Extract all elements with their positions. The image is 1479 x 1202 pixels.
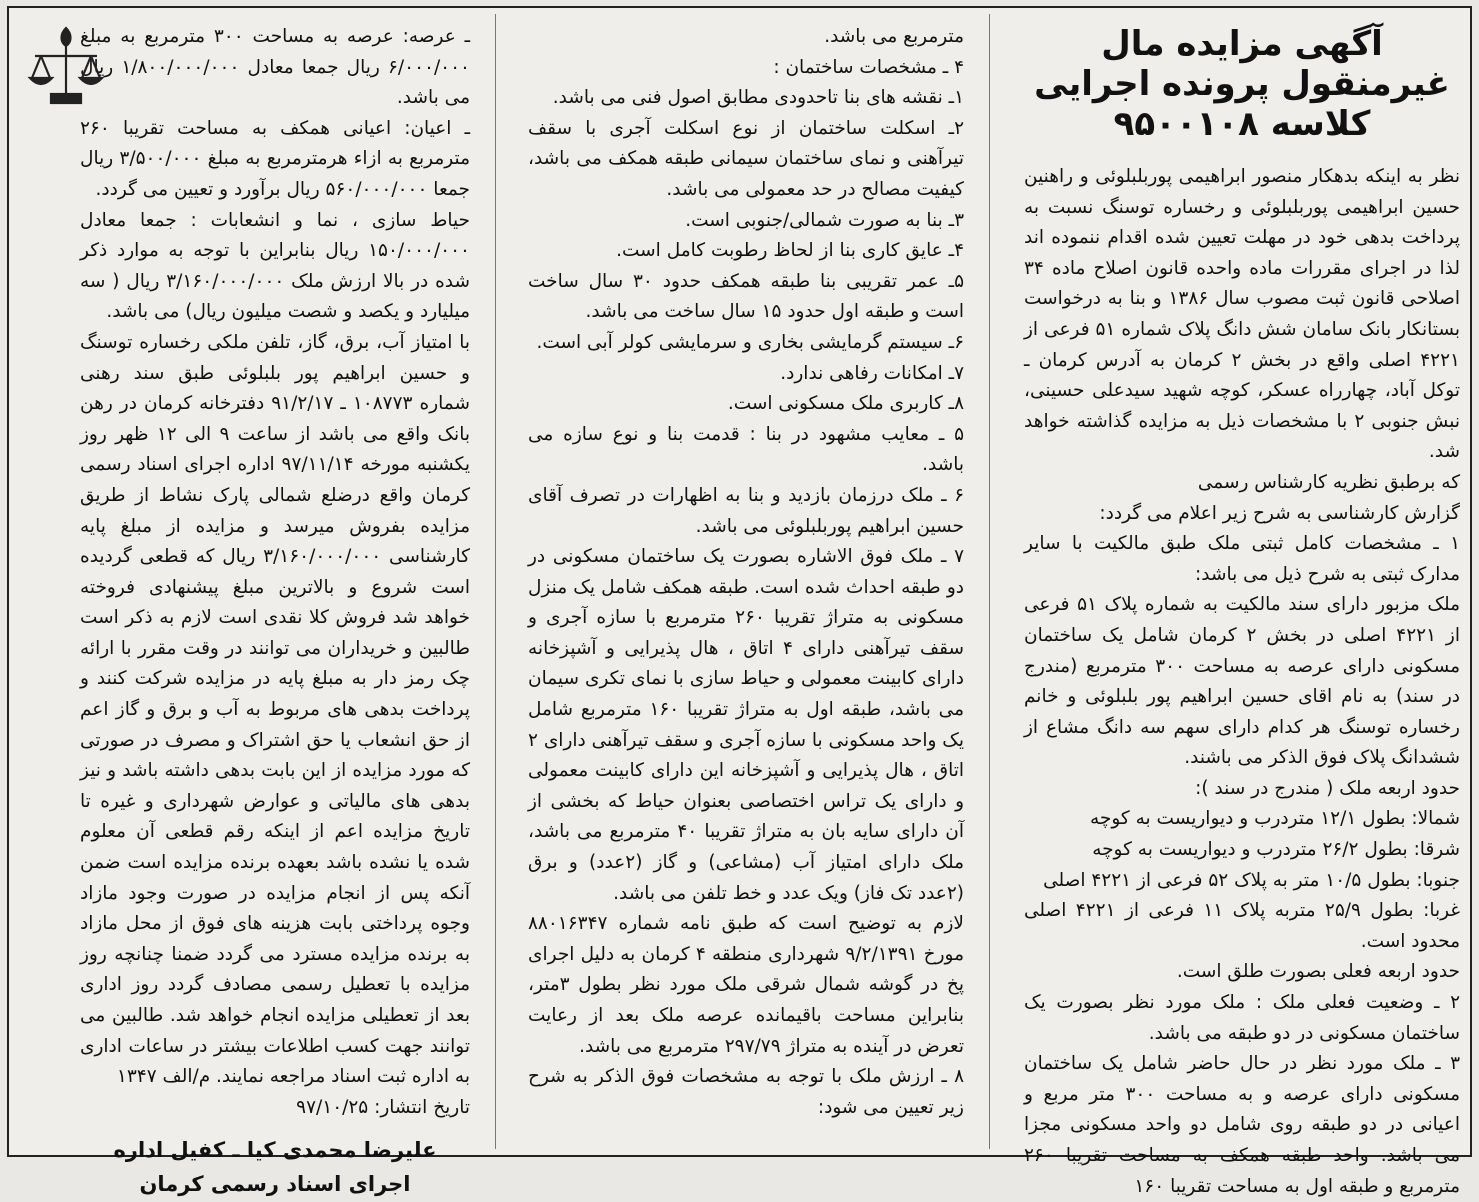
boundary-south: جنوبا: بطول ۱۰/۵ متر به پلاک ۵۲ فرعی از ۴۲۲۱ اصلی <box>1043 869 1460 891</box>
auction-notice-page <box>7 6 1472 1197</box>
notice-column-2 <box>528 22 964 1149</box>
notice-column-1 <box>1024 14 1461 1197</box>
paragraph: ۸ـ کاربری ملک مسکونی است. <box>727 393 964 415</box>
paragraph: که برطبق نظریه کارشناس رسمی <box>1197 471 1460 493</box>
paragraph: ۵ـ عمر تقریبی بنا طبقه همکف حدود ۳۰ سال ساخت است و طبقه اول حدود ۱۵ سال ساخت می باشد. <box>528 270 964 323</box>
paragraph: ۲ ـ وضعیت فعلی ملک : ملک مورد نظر بصورت یک ساختمان مسکونی در دو طبقه می باشد. <box>1024 992 1460 1044</box>
paragraph: ۲ـ اسکلت ساختمان از نوع اسکلت آجری با سقف تیرآهنی و نمای ساختمان سیمانی طبقه همکف می باشد، کیفیت مصالح در حد معمولی می باشد. <box>528 117 964 200</box>
boundary-north: شمالا: بطول ۱۲/۱ متردرب و دیواریست به کوچه <box>1090 808 1460 830</box>
notice-column-3 <box>80 22 471 1197</box>
paragraph: لازم به توضیح است که طبق نامه شماره ۸۸۰۱۶۳۴۷ مورخ ۹/۲/۱۳۹۱ شهرداری منطقه ۴ کرمان به دلیل اجرای پخ در گوشه شمال شرقی ملک مورد نظر بطول ۳متر، بنابراین مساحت باقیمانده عرصه ملک بعد از رعایت تعرض در آینده به متراژ ۲۹۷/۷۹ مترمربع می باشد. <box>528 913 964 1057</box>
paragraph: ۱ـ نقشه های بنا تاحدودی مطابق اصول فنی می باشد. <box>552 87 964 109</box>
paragraph: ۷ـ امکانات رفاهی ندارد. <box>780 362 964 384</box>
boundary-west: غربا: بطول ۲۵/۹ متربه پلاک ۱۱ فرعی از ۴۲۲۱ اصلی محدود است. <box>1024 900 1460 952</box>
paragraph: ـ اعیان: اعیانی همکف به مساحت تقریبا ۲۶۰ مترمربع به ازاء هرمترمربع به مبلغ ۳/۵۰۰/۰۰۰ ریال جمعا ۵۶۰/۰۰۰/۰۰۰ ریال برآورد و تعیین می گردد. <box>80 117 470 200</box>
paragraph: نظر به اینکه بدهکار منصور ابراهیمی پوربلبلوئی و راهنین حسین ابراهیمی پوربلبلوئی و رخساره توسنگ نسبت به پرداخت بدهی خود در مهلت تعیین شده اقدام ننموده اند لذا در اجرای مقررات ماده واحده قانون اصلاح ماده ۳۴ اصلاحی قانون ثبت مصوب سال ۱۳۸۶ و بنا به درخواست بستانکار بانک سامان شش دانگ پلاک شماره ۵۱ فرعی از ۴۲۲۱ اصلی واقع در بخش ۲ کرمان به آدرس کرمان ـ توکل آباد، چهارراه عسکر، کوچه شهید سیدعلی حسینی، نبش جنوبی ۲ با مشخصات ذیل به مزایده گذاشته خواهد شد. <box>1024 166 1460 463</box>
column-divider <box>989 14 990 1149</box>
paragraph: حدود اربعه فعلی بصورت طلق است. <box>1176 961 1460 983</box>
paragraph: حیاط سازی ، نما و انشعابات : جمعا معادل ۱۵۰/۰۰۰/۰۰۰ ریال بنابراین با توجه به موارد ذکر شده در بالا ارزش ملک ۳/۱۶۰/۰۰۰/۰۰۰ ریال ( سه میلیارد و یکصد و شصت میلیون ریال) می باشد. <box>80 209 470 323</box>
paragraph: ۴ ـ مشخصات ساختمان : <box>773 56 964 78</box>
paragraph: ۵ ـ معایب مشهود در بنا : قدمت بنا و نوع سازه می باشد. <box>528 423 964 476</box>
paragraph: ۸ ـ ارزش ملک با توجه به مشخصات فوق الذکر به شرح زیر تعیین می شود: <box>528 1066 964 1118</box>
boundary-east: شرقا: بطول ۲۶/۲ متردرب و دیواریست به کوچه <box>1092 839 1460 861</box>
paragraph: ۴ـ عایق کاری بنا از لحاظ رطوبت کامل است. <box>616 240 964 262</box>
paragraph: حدود اربعه ملک ( مندرج در سند ): <box>1195 777 1460 799</box>
paragraph: گزارش کارشناسی به شرح زیر اعلام می گردد: <box>1099 502 1460 524</box>
notice-title <box>1024 24 1460 144</box>
signature: علیرضا محمدی کیا ـ کفیل اداره اجرای اسناد رسمی کرمان <box>113 1138 437 1197</box>
paragraph: ـ عرصه: عرصه به مساحت ۳۰۰ مترمربع به مبلغ ۶/۰۰۰/۰۰۰ ریال جمعا معادل ۱/۸۰۰/۰۰۰/۰۰۰ ریال می باشد. <box>80 26 471 109</box>
column-divider <box>495 14 496 1149</box>
publish-date: تاریخ انتشار: ۹۷/۱۰/۲۵ <box>296 1096 470 1118</box>
paragraph: با امتیاز آب، برق، گاز، تلفن ملکی رخساره توسنگ و حسین ابراهیم پور بلبلوئی طبق سند رهنی شماره ۱۰۸۷۷۳ ـ ۹۱/۲/۱۷ دفترخانه کرمان در رهن بانک واقع می باشد از ساعت ۹ الی ۱۲ ظهر روز یکشنبه مورخه ۹۷/۱۱/۱۴ اداره اجرای اسناد رسمی کرمان واقع درضلع شمالی پارک نشاط از طریق مزایده بفروش میرسد و مزایده از مبلغ پایه کارشناسی ۳/۱۶۰/۰۰۰/۰۰۰ ریال که قطعی گردیده است شروع و بالاترین مبلغ پیشنهادی فروخته خواهد شد فروش کلا نقدی است لازم به ذکر است طالبین و خریداران می توانند در وقت مقرر با ارائه چک رمز دار به مبلغ پایه در مزایده شرکت کنند و پرداخت بدهی های مربوط به آب و برق و گاز اعم از حق انشعاب یا حق اشتراک و مصرف در صورتی که مورد مزایده از این بابت بدهی داشته باشد و نیز بدهی های مالیاتی و عوارض شهرداری و غیره تا تاریخ مزایده اعم از اینکه رقم قطعی آن معلوم شده یا نشده باشد بعهده برنده مزایده است ضمن آنکه پس از انجام مزایده در صورت وجود مازاد وجوه پرداختی بابت هزینه های فوق از محل مازاد به برنده مزایده مسترد می گردد ضمنا چنانچه روز مزایده با تعطیل رسمی مصادف گردد روز اداری بعد از تعطیلی مزایده انجام خواهد شد. طالبین می توانند جهت کسب اطلاعات بیشتر در ساعات اداری به اداره ثبت اسناد مراجعه نمایند. م/الف ۱۳۴۷ <box>80 331 470 1088</box>
paragraph: ۶ ـ ملک درزمان بازدید و بنا به اظهارات در تصرف آقای حسین ابراهیم پوربلبلوئی می باشد. <box>528 484 964 537</box>
paragraph: مترمربع می باشد. <box>824 26 964 47</box>
paragraph: ۳ ـ ملک مورد نظر در حال حاضر شامل یک ساختمان مسکونی دارای عرصه و به مساحت ۳۰۰ متر مربع و اعیانی در دو طبقه روی شامل دو واحد مسکونی مجزا می باشد. واحد طبقه همکف به مساحت تقریبا ۲۶۰ مترمربع و طبقه اول به مساحت تقریبا ۱۶۰ <box>1024 1053 1461 1197</box>
paragraph: ۶ـ سیستم گرمایشی بخاری و سرمایشی کولر آبی است. <box>536 331 964 353</box>
notice-title-line2: کلاسه ۹۵۰۰۱۰۸ <box>1113 104 1371 144</box>
paragraph: ۱ ـ مشخصات کامل ثبتی ملک طبق مالکیت با سایر مدارک ثبتی به شرح ذیل می باشد: <box>1024 533 1460 585</box>
paragraph: ۷ ـ ملک فوق الاشاره بصورت یک ساختمان مسکونی در دو طبقه احداث شده است. طبقه همکف شامل یک منزل مسکونی به متراژ تقریبا ۲۶۰ مترمربع با سازه آجری و سقف تیرآهنی دارای ۴ اتاق ، هال پذیرایی و آشپزخانه دارای کابینت معمولی و حیاط سازی با نمای تکری سیمان می باشد، طبقه اول به متراژ تقریبا ۱۶۰ مترمربع شامل یک واحد مسکونی با سازه آجری و سقف تیرآهنی دارای ۲ اتاق ، هال پذیرایی و آشپزخانه این دارای کابینت معمولی و دارای یک تراس اختصاصی بعنوان حیاط که بخشی از آن دارای سایه بان به متراژ تقریبا ۴۰ مترمربع می باشد، ملک دارای امتیاز آب (مشاعی) و گاز (۲عدد) و برق (۲عدد تک فاز) ویک عدد و خط تلفن می باشد. <box>528 546 965 904</box>
paragraph: ملک مزبور دارای سند مالکیت به شماره پلاک ۵۱ فرعی از ۴۲۲۱ اصلی در بخش ۲ کرمان شامل یک ساختمان مسکونی دارای عرصه به مساحت ۳۰۰ مترمربع (مندرج در سند) به نام اقای حسین ابراهیم پور بلبلوئی و خانم رخساره توسنگ هر کدام دارای سهم سه دانگ مشاع از ششدانگ پلاک فوق الذکر می باشند. <box>1024 594 1461 769</box>
notice-title-line1: آگهی مزایده مال غیرمنقول پرونده اجرایی <box>1034 24 1450 104</box>
judiciary-scales-emblem-icon <box>27 24 105 108</box>
paragraph: ۳ـ بنا به صورت شمالی/جنوبی است. <box>685 209 964 231</box>
